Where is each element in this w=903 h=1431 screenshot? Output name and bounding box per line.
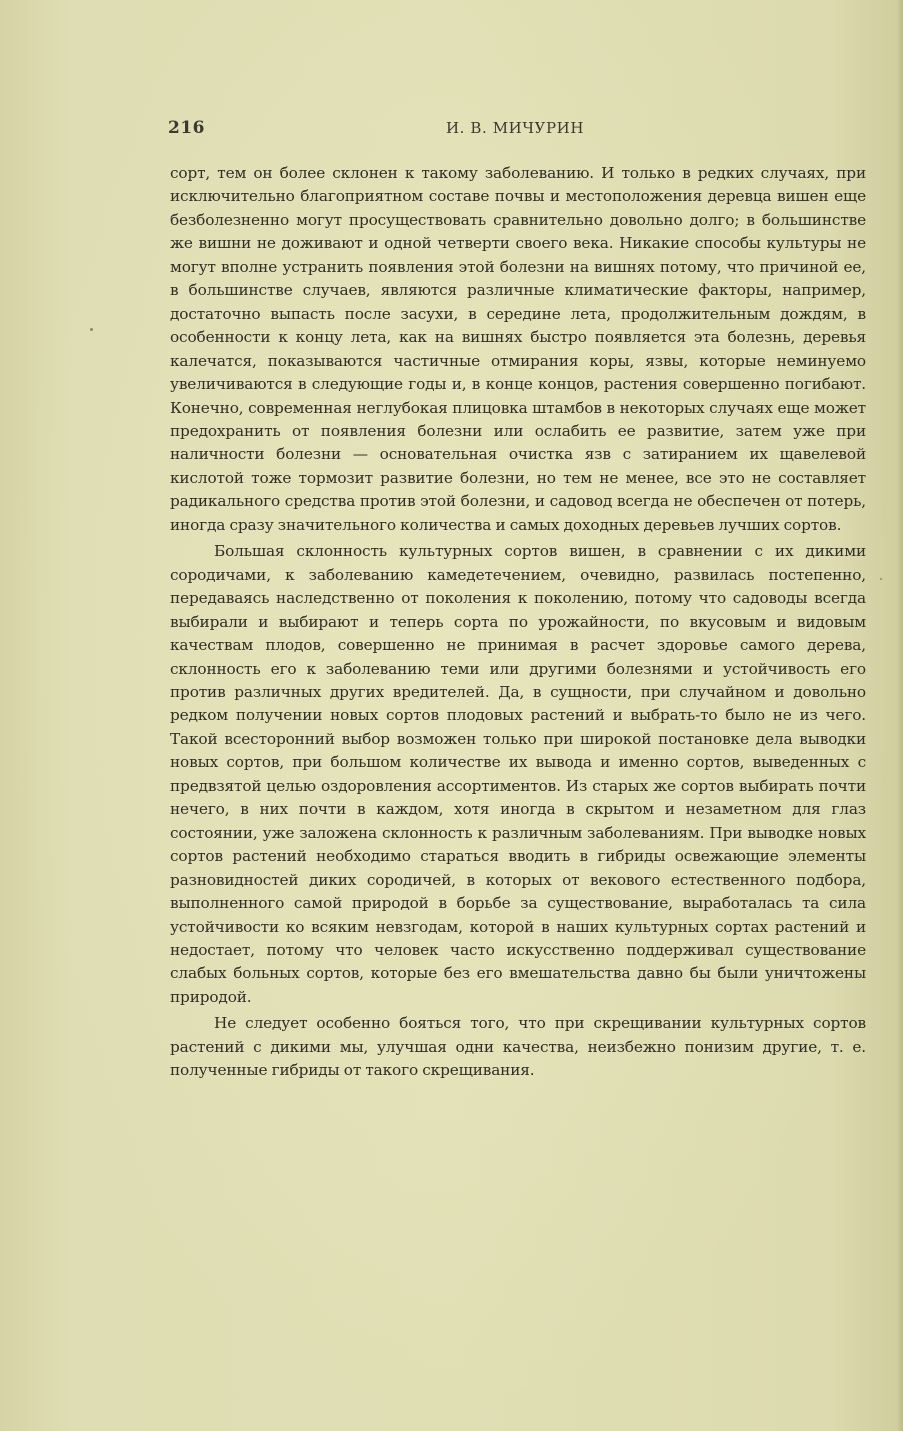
paper-speck bbox=[880, 578, 882, 580]
running-head: И. В. МИЧУРИН bbox=[445, 119, 585, 137]
page-header bbox=[168, 118, 866, 146]
paragraph-2: Большая склонность культурных сортов вишен, в сравнении с их дикими сородичами, к заболеванию камедетечением, очевидно, развилась постепенно, передаваясь наследственно от поколения к поколению, потому что садоводы всегда выбирали и выбирают и теперь сорта по урожайности, по вкусовым и видовым качествам плодов, совершенно не принимая в расчет здоровье самого дерева, склонность его к заболеванию теми или другими болезнями и устойчивость его против различных других вредителей. Да, в сущности, при случайном и довольно редком получении новых сортов плодовых растений и выбрать-то было не из чего. Такой всесторонний выбор возможен только при широкой постановке дела выводки новых сортов, при большом количестве их вывода и именно сортов, выведенных с предвзятой целью оздоровления ассортиментов. Из старых же сортов выбирать почти нечего, в них почти в каждом, хотя иногда в скрытом и незаметном для глаз состоянии, уже заложена склонность к различным заболеваниям. При выводке новых сортов растений необходимо стараться вводить в гибриды освежающие элементы разновидностей диких сородичей, в которых от векового естественного подбора, выполненного самой природой в борьбе за существование, выработалась та сила устойчивости ко всяким невзгодам, которой в наших культурных сортах растений и недостает, потому что человек часто искусственно поддерживал существование слабых больных сортов, которые без его вмешательства давно бы были уничтожены природой. bbox=[170, 542, 866, 1006]
paragraph-3: Не следует особенно бояться того, что при скрещивании культурных сортов растений с дикими мы, улучшая одни качества, неизбежно понизим другие, т. е. полученные гибриды от такого скрещивания. bbox=[170, 1014, 866, 1080]
body-text bbox=[170, 162, 866, 1083]
page-edge-shadow bbox=[897, 0, 903, 1431]
paragraph-1: сорт, тем он более склонен к такому заболеванию. И только в редких случаях, при исключительно благоприятном составе почвы и местоположения деревца вишен еще безболезненно могут просуществовать сравнительно довольно долго; в большинстве же вишни не доживают и одной четверти своего века. Никакие способы культуры не могут вполне устранить появления этой болезни на вишнях потому, что причиной ее, в большинстве случаев, являются различные климатические факторы, например, достаточно выпасть после засухи, в середине лета, продолжительным дождям, в особенности к концу лета, как на вишнях быстро появляется эта болезнь, деревья калечатся, показываются частичные отмирания коры, язвы, которые неминуемо увеличиваются в следующие годы и, в конце концов, растения совершенно погибают. Конечно, современная неглубокая плицовка штамбов в некоторых случаях еще может предохранить от появления болезни или ослабить ее развитие, затем уже при наличности болезни — основательная очистка язв с затиранием их щавелевой кислотой тоже тормозит развитие болезни, но тем не менее, все это не составляет радикального средства против этой болезни, и садовод всегда не обеспечен от потерь, иногда сразу значительного количества и самых доходных деревьев лучших сортов. bbox=[170, 164, 866, 534]
paper-speck bbox=[90, 328, 93, 331]
page-number: 216 bbox=[168, 118, 205, 138]
